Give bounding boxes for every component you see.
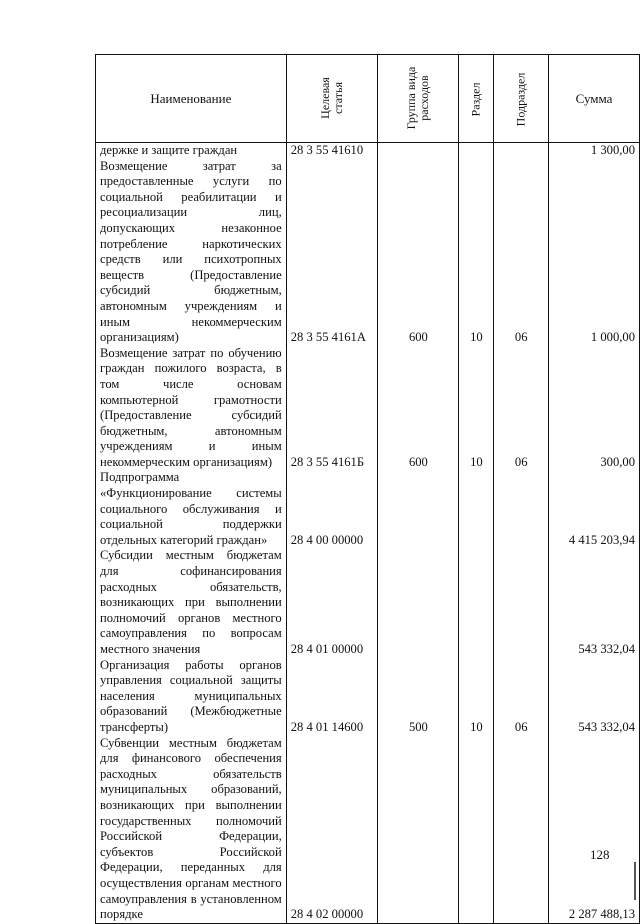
row-code: 28 4 01 00000 (286, 548, 378, 657)
row-name: держке и защите граждан (96, 143, 287, 159)
header-expense-group: Группа вида расходов (378, 55, 459, 143)
table-row (96, 548, 640, 657)
row-code: 28 4 01 14600 (286, 658, 378, 736)
table-row (96, 159, 640, 346)
header-section: Раздел (459, 55, 494, 143)
row-subsection (494, 470, 549, 548)
row-section (459, 143, 494, 159)
row-group: 500 (378, 658, 459, 736)
row-amount: 4 415 203,94 (549, 470, 640, 548)
row-subsection (494, 548, 549, 657)
page-number: 128 (590, 847, 610, 862)
row-code: 28 3 55 4161А (286, 159, 378, 346)
row-name: Возмещение затрат по обучению граждан пожилого возраста, в том числе основам компьютерной грамотности (Предоставление субсидий бюджетным, автономным учреждениям и иным некоммерческим организациям) (96, 346, 287, 471)
table-row (96, 470, 640, 548)
row-section: 10 (459, 159, 494, 346)
row-group (378, 548, 459, 657)
row-amount: 1 300,00 (549, 143, 640, 159)
row-subsection (494, 143, 549, 159)
row-amount: 1 000,00 (549, 159, 640, 346)
row-name: Возмещение затрат за предоставленные услуги по социальной реабилитации и ресоциализации лиц, допускающих незаконное потребление наркотических средств или психотропных веществ (Предоставление субсидий бюджетным, автономным учреждениям и иным некоммерческим организациям) (96, 159, 287, 346)
row-section (459, 548, 494, 657)
row-subsection: 06 (494, 346, 549, 471)
row-code: 28 3 55 4161Б (286, 346, 378, 471)
row-group (378, 470, 459, 548)
row-name: Подпрограмма «Функционирование системы социального обслуживания и социальной поддержки отдельных категорий граждан» (96, 470, 287, 548)
row-group: 600 (378, 346, 459, 471)
header-target-article: Целевая статья (286, 55, 378, 143)
table-row (96, 143, 640, 159)
row-amount: 543 332,04 (549, 658, 640, 736)
row-code: 28 4 00 00000 (286, 470, 378, 548)
table-row (96, 736, 640, 924)
row-code: 28 3 55 41610 (286, 143, 378, 159)
header-amount: Сумма (549, 55, 640, 143)
table-row (96, 658, 640, 736)
row-amount: 543 332,04 (549, 548, 640, 657)
budget-table (95, 54, 640, 924)
header-name: Наименование (96, 55, 287, 143)
row-section (459, 470, 494, 548)
row-amount: 2 287 488,13 (549, 736, 640, 924)
row-name: Субвенции местным бюджетам для финансового обеспечения расходных обязательств муниципальных образований, возникающих при выполнении государственных полномочий Российской Федерации, субъектов Российской Федерации, переданных для осуществления органам местного самоуправления в установленном порядке (96, 736, 287, 924)
row-subsection: 06 (494, 658, 549, 736)
row-section: 10 (459, 346, 494, 471)
row-name: Субсидии местным бюджетам для софинансирования расходных обязательств, возникающих при выполнении полномочий органов местного самоуправления по вопросам местного значения (96, 548, 287, 657)
scan-edge-mark (634, 862, 636, 900)
row-section: 10 (459, 658, 494, 736)
row-section (459, 736, 494, 924)
table-row (96, 346, 640, 471)
row-name: Организация работы органов управления социальной защиты населения муниципальных образований (Межбюджетные трансферты) (96, 658, 287, 736)
row-subsection (494, 736, 549, 924)
table-header-row (96, 55, 640, 143)
header-subsection: Подраздел (494, 55, 549, 143)
row-amount: 300,00 (549, 346, 640, 471)
row-group (378, 736, 459, 924)
row-code: 28 4 02 00000 (286, 736, 378, 924)
row-group: 600 (378, 159, 459, 346)
row-subsection: 06 (494, 159, 549, 346)
row-group (378, 143, 459, 159)
